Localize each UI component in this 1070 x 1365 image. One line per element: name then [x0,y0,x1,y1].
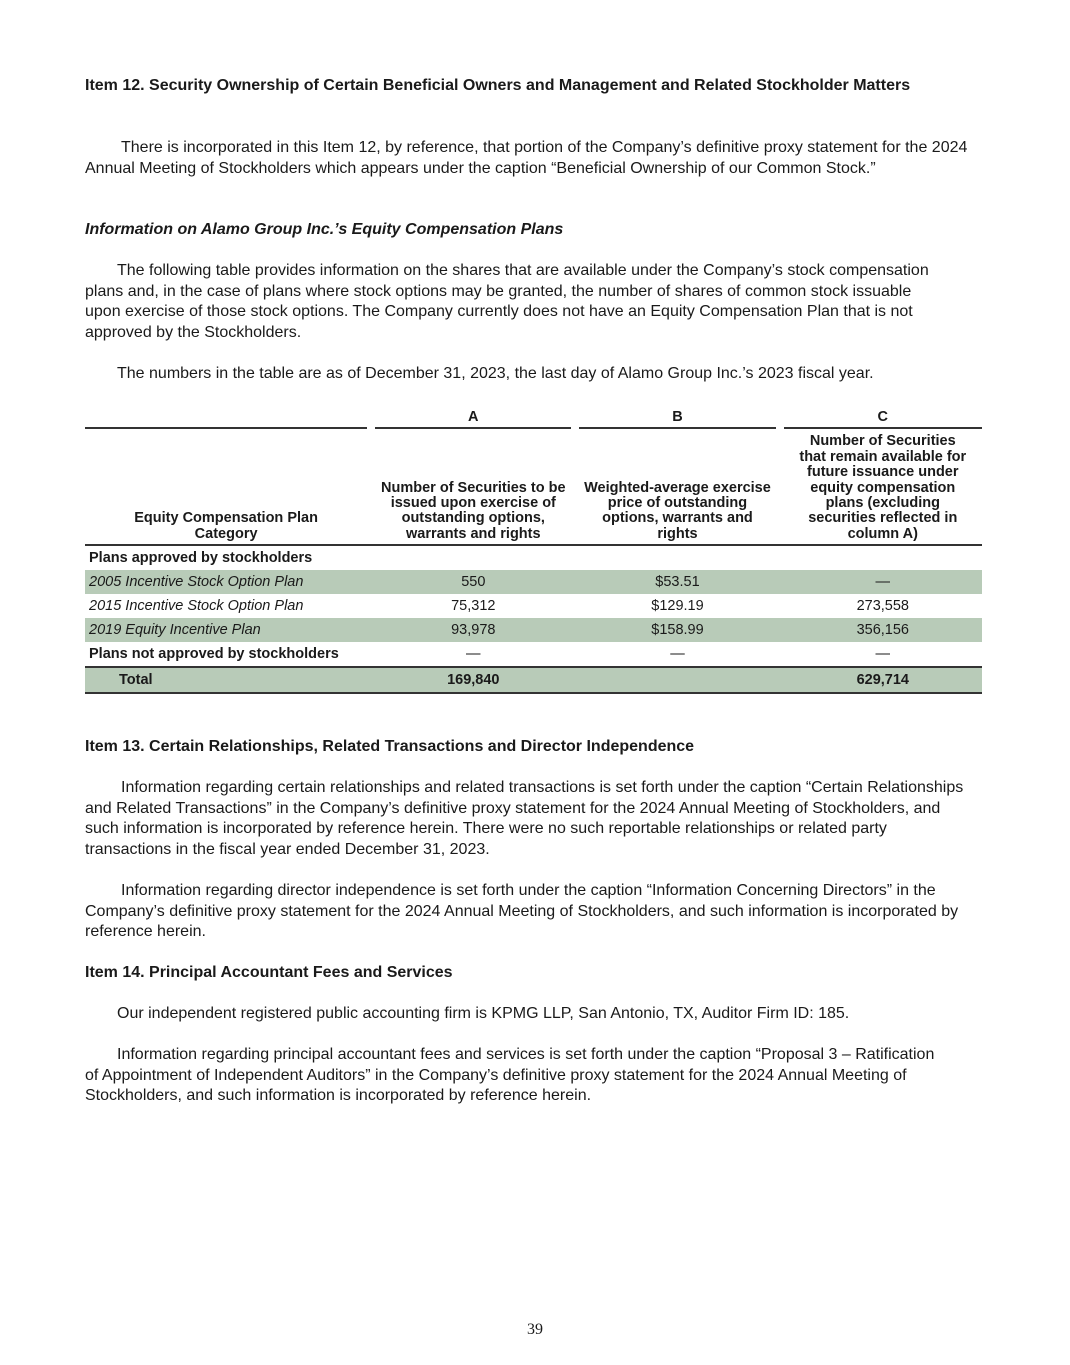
section-approved: Plans approved by stockholders [89,549,313,566]
item13-paragraph-1: Information regarding certain relationships and related transactions is set forth under the caption “Certain Relationships and Related Transactions” in the Company’s definitive proxy statement for the 2024 Annual Meeting of Stockholders, and such information is incorporated by reference herein. There were no such reportable relationships or related party transactions in the fiscal year ended December 31, 2023. [85,779,964,858]
item13-paragraph-2: Information regarding director independence is set forth under the caption “Information Concerning Directors” in the Company’s definitive proxy statement for the 2024 Annual Meeting of Stockholders, and such information is incorporated by reference herein. [85,882,959,941]
item13-heading: Item 13. Certain Relationships, Related Transactions and Director Independence [85,738,695,755]
item14-paragraph-1: Our independent registered public accounting firm is KPMG LLP, San Antonio, TX, Auditor Firm ID: 185. [117,1005,850,1022]
column-letter-a: A [375,410,571,429]
page-number: 39 [527,1321,543,1338]
item12-paragraph: There is incorporated in this Item 12, by reference, that portion of the Company’s definitive proxy statement for the 2024 Annual Meeting of Stockholders which appears under the caption “Beneficial Ownership of our Common Stock.” [85,139,968,177]
equity-compensation-table [85,410,982,694]
table-row: 2015 Incentive Stock Option Plan 75,312 $129.19 273,558 [89,597,909,614]
item12-heading: Item 12. Security Ownership of Certain Beneficial Owners and Management and Related Stockholder Matters [85,77,911,94]
item14-paragraph-2: Information regarding principal accountant fees and services is set forth under the caption “Proposal 3 – Ratification of Appointment of Independent Auditors” in the Company’s definitive proxy statement for the 2024 Annual Meeting of Stockholders, and such information is incorporated by reference herein. [85,1046,935,1105]
table-row: 2019 Equity Incentive Plan 93,978 $158.99 356,156 [85,618,982,642]
column-letter-b: B [579,410,775,429]
column-letter-c: C [784,410,982,429]
equity-heading: Information on Alamo Group Inc.’s Equity Compensation Plans [85,221,564,238]
table-row-total: Total 169,840 629,714 [85,666,982,694]
header-b: Weighted-average exercise price of outstanding options, warrants and rights [579,429,775,546]
equity-paragraph-2: The numbers in the table are as of December 31, 2023, the last day of Alamo Group Inc.’s 2023 fiscal year. [117,365,874,382]
table-row: 2005 Incentive Stock Option Plan 550 $53.51 — [85,570,982,594]
header-c: Number of Securities that remain available for future issuance under equity compensation plans (excluding securities reflected in column A) [784,429,982,546]
table-row-not-approved: Plans not approved by stockholders — — — [89,645,891,662]
equity-paragraph-1: The following table provides information on the shares that are available under the Company’s stock compensation plans and, in the case of plans where stock options may be granted, the number of shares of common stock issuable upon exercise of those stock options. The Company currently does not have an Equity Compensation Plan that is not approved by the Stockholders. [85,262,929,341]
item14-heading: Item 14. Principal Accountant Fees and Services [85,964,453,981]
header-category: Equity Compensation Plan Category [85,429,367,546]
header-a: Number of Securities to be issued upon exercise of outstanding options, warrants and rights [375,429,571,546]
